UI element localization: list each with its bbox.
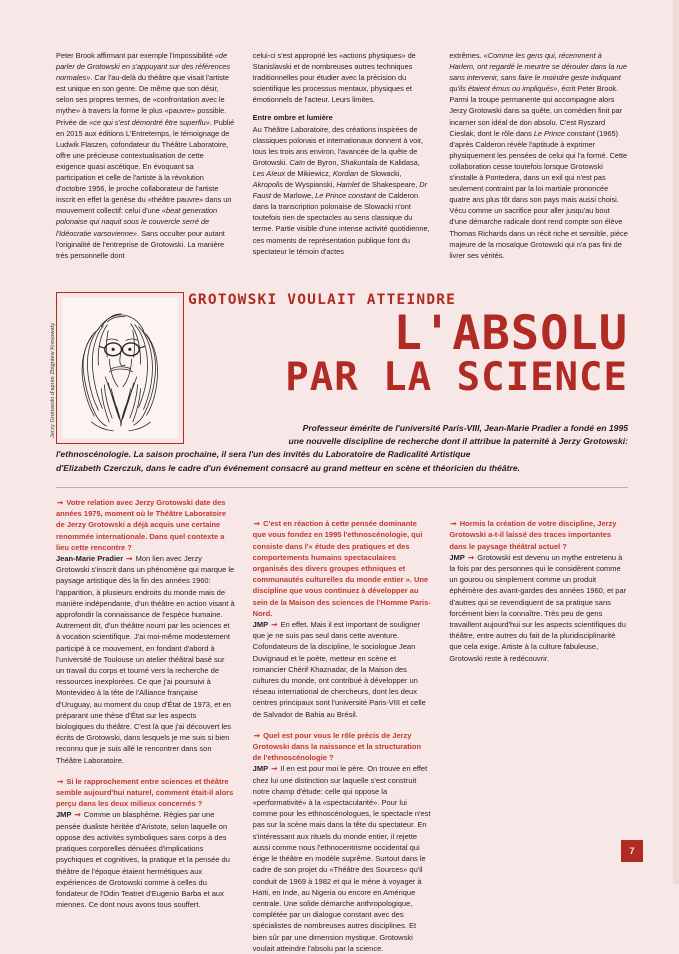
- c1-seg-2: . Car l'au-delà du théâtre que visait l'artiste est unique en son genre. De même que son désir, selon ses propres termes, de «confrontation avec le mythe» à travers la forme le plus «pauvre» possible. Privée de: [56, 73, 230, 127]
- answer-1-speaker: Jean-Marie Pradier: [56, 554, 124, 564]
- question-3-text: C'est en réaction à cette pensée dominante que vous fondez en 1995 l'ethnoscénologie, qui consiste dans l'« étude des pratiques et des comportements humains spectaculaires organisés des divers groupes ethniques et communautés culturelles du monde entier ». Une discipline que vous continuez à développer au sein de la Maison des sciences de l'Homme Paris-Nord.: [252, 519, 431, 618]
- c2-seg-10: de Wyspianski,: [282, 180, 337, 190]
- arrow-icon: ➞: [467, 552, 475, 562]
- standfirst-line-1: Professeur émérite de l'université Paris-VIII, Jean-Marie Pradier a fondé en 1995: [302, 423, 628, 433]
- standfirst-line-2: une nouvelle discipline de recherche dont il attribue la paternité à Jerzy Grotowski:: [288, 436, 628, 447]
- top-column-3-text: [449, 50, 628, 261]
- c2-seg-2: de Byron,: [304, 157, 341, 167]
- question-2-text: Si le rapprochement entre sciences et théâtre semble aujourd'hui naturel, comment était-il alors perçu dans les deux milieux concernés ?: [56, 776, 234, 809]
- top-column-3: [449, 50, 628, 261]
- c2-seg-1: Caïn: [289, 157, 305, 167]
- answer-3-speaker: JMP: [252, 620, 269, 630]
- answer-4-continued: [449, 497, 628, 508]
- c2-seg-6: de Mikiewicz,: [285, 168, 333, 178]
- c2-seg-8: de Slowacki,: [358, 168, 402, 178]
- question-4: [253, 730, 432, 764]
- question-3: [253, 518, 432, 619]
- answer-4-speaker: JMP: [252, 764, 269, 774]
- c3-seg-4: (1965) d'après Calderon révèle l'aptitude à exprimer physiquement les pensées de celui qui l'a formé. Cette collaboration cesse toutefois lorsque Grotowski s'installe à Pontedera, dans un exil qui n'est pas seulement contraint par la loi martiale prononcée quatre ans plus tôt dans son pays mais aussi choisi. Vécu comme un sacrifice pour aller jusqu'au bout d'une démarche radicale dont rend compte son élève Thomas Richards dans un récit riche et sensible, pièce majeure de la mosaïque Grotowski qui n'a pas fini de livrer ses vérités.: [449, 128, 628, 260]
- answer-3: [253, 619, 432, 720]
- c2-seg-13: Dr Faust: [252, 180, 428, 201]
- page-number: 7: [621, 840, 643, 862]
- title-zone: [188, 292, 628, 401]
- top-column-2: [253, 50, 432, 261]
- top-column-1: [56, 50, 235, 261]
- answer-5-text: Grotowski est devenu un mythe entretenu à la fois par des personnes qui le considèrent comme un gourou ou simplement comme un produit éphémère des avant-gardes des années 1960, et par d'autres qui se revendiquent de sa pratique sans forcément bien la connaître. Très peu de gens travaillent aujourd'hui sur les aspects scientifiques du théâtre, entre autres du fait de la pluridisciplinarité que cela exige. Artiste à la culture fabuleuse, Grotowski reste à redécouvrir.: [449, 552, 627, 663]
- interview-column-3: [449, 497, 628, 954]
- c1-seg-5: «beat generation polonaise qui naquit sous le couvercle serré de l'Idéocratie varsovienne»: [56, 206, 218, 238]
- question-1: [56, 497, 235, 553]
- answer-1-text: Mon lien avec Jerzy Grotowski s'inscrit dans un phénomène qui marque le paysage artistique dès la fin des années 1960: l'apparition, à plusieurs endroits du monde mais de manière indépendante, d'un théâtre en action visant à approfondir la connaissance de l'espèce humaine. Autrement dit, d'un théâtre nourri par les sciences et à vocation scientifique. J'ai moi-même modestement participé à ce mouvement, en fondant d'abord à l'université de Toulouse un atelier théâtral basé sur un travail du corps et tourné vers la recherche de ressources inexplorées. Ce que j'ai poursuivi à Montevideo à la tête de l'Alliance française d'Uruguay, au moment du coup d'État de 1973, et en préparant une thèse d'État sur les aspects biologiques du théâtre. C'est là que j'ai découvert les écrits de Grotowski, dans lesquels je me suis si bien reconnu que je suis allé le rencontrer dans son Théâtre Laboratoire.: [56, 554, 235, 765]
- section-divider: [56, 487, 628, 488]
- arrow-icon: ➞: [450, 519, 457, 529]
- c3-seg-0: extrêmes.: [449, 51, 484, 60]
- answer-2: [56, 809, 235, 910]
- question-4-text: Quel est pour vous le rôle précis de Jerzy Grotowski dans la naissance et la structuration de l'ethnoscénologie ?: [252, 730, 422, 763]
- c2-seg-14: de Marlowe,: [271, 191, 316, 201]
- c3-seg-2: , écrit Peter Brook. Parmi la troupe permanente qui accompagne alors Jerzy Grotowski dans sa quête, un comédien finit par incarner son idéal de don absolu. C'est Ryszard Cieslak, dont le rôle dans: [449, 84, 623, 138]
- c1-seg-3: «ce qui s'est démontré être superflu»: [89, 117, 210, 127]
- question-5: [449, 518, 628, 552]
- page-edge-strip: [673, 0, 679, 884]
- arrow-icon: ➞: [271, 620, 278, 630]
- arrow-icon: ➞: [253, 519, 260, 529]
- answer-3-text: En effet. Mais il est important de souligner que je ne suis pas seul dans cette aventure. Cofondateurs de la discipline, le sociologue Jean Duvignaud et le poète, metteur en scène et romancier Chérif Khaznadar, de la Maison des cultures du monde, ont contribué à développer un réseau international de chercheurs, dont les deux centres principaux sont l'université Paris-VIII et celle de Salvador de Bahia au Brésil.: [252, 620, 426, 719]
- question-1-text: Votre relation avec Jerzy Grotowski date des années 1975, moment où le Théâtre Laboratoire de Jerzy Grotowski a déjà acquis une certaine renommée internationale. Dans quel contexte a lieu cette rencontre ?: [56, 498, 227, 552]
- grotowski-portrait-illustration: [62, 298, 178, 438]
- answer-2-speaker: JMP: [56, 810, 72, 820]
- c2-seg-12: de Shakespeare,: [359, 180, 420, 190]
- standfirst-line-4: d'Elizabeth Czerczuk, dans le cadre d'un événement consacré au grand metteur en scène et théoricien du théâtre.: [56, 462, 520, 473]
- hero-kicker: GROTOWSKI VOULAIT ATTEINDRE: [188, 292, 457, 308]
- answer-1: [56, 553, 235, 766]
- top-column-2-subhead: Entre ombre et lumière: [252, 113, 333, 123]
- answer-2-text: Comme un blasphème. Régies par une pensée dualiste héritée d'Aristote, selon laquelle on oppose des activités symboliques sans corps à des pratiques corporelles dénuées d'implications psychiques et cognitives, la pratique et la pensée du théâtre de l'époque étaient hermétiques aux expériences de Grotowski comme à celles du fondateur de l'Odin Teatret d'Eugenio Barba et aux miennes. Ce dont nous avons tous souffert.: [56, 810, 230, 910]
- top-column-1-text: [56, 50, 235, 261]
- c2-seg-15: Le Prince constant: [315, 191, 377, 201]
- answer-5-speaker: JMP: [449, 552, 465, 562]
- c2-seg-5: Les Aïeux: [252, 168, 286, 178]
- top-article-columns: [56, 50, 628, 261]
- answer-4-text: Il en est pour moi le père. On trouve en effet chez lui une distinction sur laquelle s'est construit notre champ d'étude: celle qui oppose la «performativité» à la «spectacularité». Pour lui comme pour les ethnoscénologues, le spectacle n'est pas sur la scène mais dans la tête du spectateur. En s'intéressant aux rituels du monde entier, il rejette aussi comme nous l'ethnocentrisme occidental qui érige le théâtre en modèle suprême. Surtout dans le cadre de son projet du «Théâtre des Sources» qu'il conduit de 1969 à 1982 et qui le mène à voyager à Haïti, en Inde, au Nigeria ou encore en Amérique centrale. Une solide démarche anthropologique, complétée par un dialogue constant avec des spécialistes de nombreuses autres disciplines. Et bien sûr par une dimension mystique. Grotowski voulait atteindre l'absolu par la science.: [252, 764, 431, 953]
- c2-seg-16: de Calderon dans la transcription polonaise de Slowacki n'ont toutefois rien de spectacles au sens classique du terme. Partie visible d'une intense activité quotidienne, ces moments de représentation publique font du spectateur le témoin d'actes: [252, 191, 430, 256]
- c2-seg-11: Hamlet: [336, 180, 360, 190]
- top-column-2-intro: celui-ci s'est approprié les «actions physiques» de Stanislavski et de nombreuses autres techniques traditionnelles pour étudier avec la précision du scientifique les processus mentaux, physiques et émotionnels de l'acteur. Leurs limites.: [252, 51, 416, 105]
- c2-seg-0: Au Théâtre Laboratoire, des créations inspirées de classiques polonais et internationaux donnent à voir, tous les trois ans environ, l'avancée de la quête de Grotowski.: [252, 124, 423, 167]
- spacer: [253, 508, 432, 518]
- question-2: [56, 776, 235, 810]
- c1-seg-1: «de parler de Grotowski en s'appuyant sur des références normales»: [56, 51, 231, 83]
- spacer: [449, 508, 628, 518]
- answer-4: [253, 763, 432, 953]
- c1-seg-0: Peter Brook affirmant par exemple l'impossibilité: [56, 51, 215, 60]
- interview-columns: [56, 497, 628, 954]
- arrow-icon: ➞: [74, 810, 81, 820]
- arrow-icon: ➞: [126, 554, 133, 564]
- standfirst-line-3: l'ethnoscénologie. La saison prochaine, il sera l'un des invités du Laboratoire de Radicalité Artistique: [56, 449, 471, 460]
- arrow-icon: ➞: [253, 730, 260, 740]
- hero-block: [56, 292, 628, 490]
- c3-seg-1: «Comme les gens qui, récemment à Harlem, ont regardé le meurtre se dérouler dans la rue sans intervenir, sans faire le moindre geste indiquant qu'ils étaient émus ou impliqués»: [449, 51, 627, 94]
- hero-title-line-1: L'ABSOLU: [393, 306, 628, 361]
- c2-seg-9: Akropolis: [252, 180, 283, 190]
- interview-column-2: [253, 497, 432, 954]
- top-column-2-body: [253, 124, 432, 257]
- arrow-icon: ➞: [271, 764, 278, 774]
- answer-5: [449, 552, 628, 664]
- arrow-icon: ➞: [57, 776, 64, 786]
- interview-column-1: [56, 497, 235, 954]
- photo-credit: Jerzy Grotowski d'après Zbigniew Kresowaty: [50, 322, 56, 438]
- answer-2-continued: [253, 497, 432, 508]
- spacer: [56, 766, 235, 776]
- spacer: [253, 720, 432, 730]
- hero-standfirst: [56, 422, 628, 475]
- c1-seg-4: . Publié en 2015 aux éditions L'Entretemps, le témoignage de Ludwik Flaszen, cofondateur du Théâtre Laboratoire, offre une précieuse contextualisation de cette exigence quasi ascétique. En évoquant sa participation et celle de l'artiste à la révolution d'octobre 1956, le proche collaborateur de l'artiste inscrit en effet la genèse du «théâtre pauvre» dans un mouvement collectif: celui d'une: [56, 117, 235, 216]
- c2-seg-3: Shakuntala: [340, 157, 378, 167]
- question-5-text: Hormis la création de votre discipline, Jerzy Grotowski a-t-il laissé des traces importantes dans le paysage théâtral actuel ?: [449, 519, 617, 551]
- c2-seg-7: Kordian: [332, 168, 359, 178]
- hero-title-line-2: PAR LA SCIENCE: [285, 355, 628, 401]
- c2-seg-4: de Kalidasa,: [377, 157, 420, 167]
- arrow-icon: ➞: [57, 498, 64, 507]
- c1-seg-6: . Sans occulter pour autant l'originalité de l'entreprise de Grotowski. La manière très personnelle dont: [56, 228, 225, 260]
- c3-seg-3: Le Prince constant: [533, 128, 595, 138]
